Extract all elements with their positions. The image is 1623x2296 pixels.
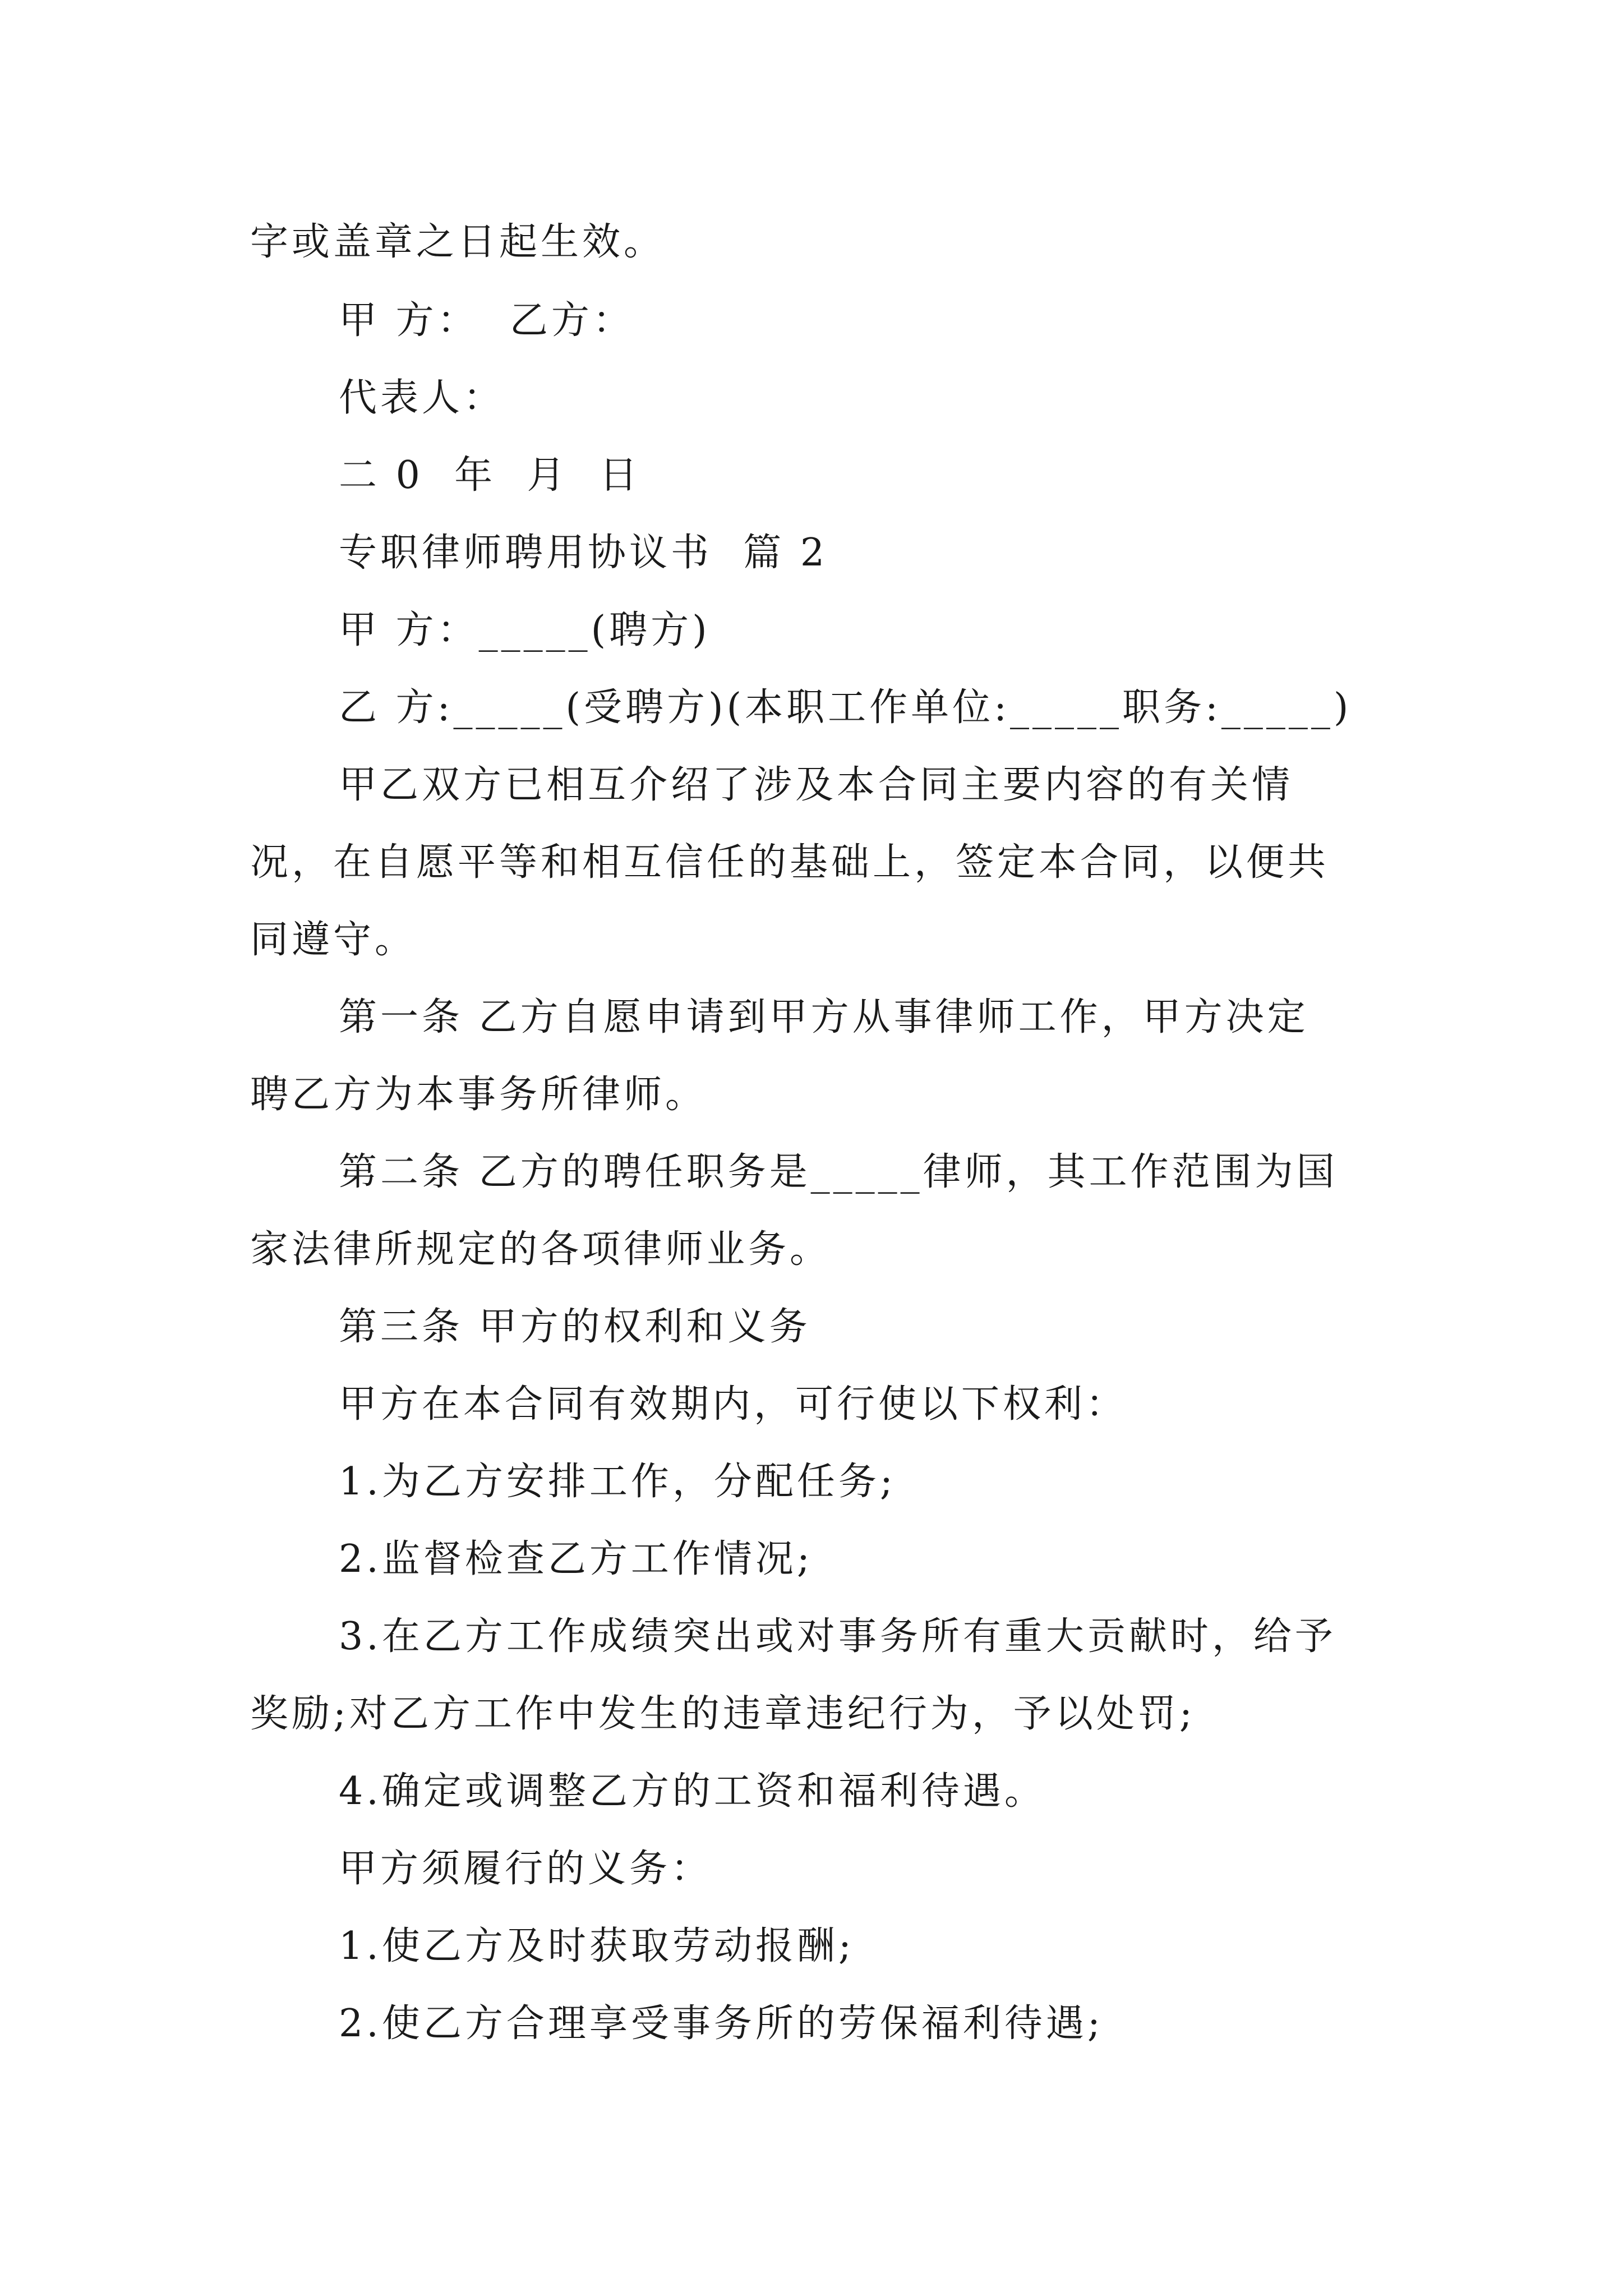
text-line: 4.确定或调整乙方的工资和福利待遇。 (339, 1769, 1046, 1814)
text-line: 甲 方： 乙方： (339, 298, 634, 343)
text-line: 甲 方：_____(聘方) (339, 608, 711, 652)
text-line: 第二条 乙方的聘任职务是_____律师，其工作范围为国 (339, 1150, 1338, 1194)
text-line: 甲乙双方已相互介绍了涉及本合同主要内容的有关情 (339, 763, 1294, 807)
section-heading: 专职律师聘用协议书 篇 2 (339, 531, 828, 575)
text-line: 第三条 甲方的权利和义务 (339, 1305, 811, 1349)
text-line: 代表人： (339, 376, 505, 420)
text-line: 甲方在本合同有效期内，可行使以下权利： (339, 1382, 1128, 1427)
text-line: 甲方须履行的义务： (339, 1847, 713, 1891)
text-line: 乙 方:_____(受聘方)(本职工作单位:_____职务:_____) (339, 685, 1352, 730)
text-line: 1.使乙方及时获取劳动报酬; (339, 1924, 855, 1968)
text-line: 1.为乙方安排工作，分配任务; (339, 1460, 896, 1504)
text-line: 第一条 乙方自愿申请到甲方从事律师工作，甲方决定 (339, 995, 1309, 1039)
text-line: 家法律所规定的各项律师业务。 (250, 1227, 832, 1272)
text-line: 2.使乙方合理享受事务所的劳保福利待遇; (339, 2001, 1104, 2046)
text-line: 况，在自愿平等和相互信任的基础上，签定本合同，以便共 (250, 840, 1330, 885)
text-line: 聘乙方为本事务所律师。 (250, 1073, 707, 1117)
text-line: 奖励;对乙方工作中发生的违章违纪行为，予以处罚; (250, 1692, 1196, 1736)
text-line: 2.监督检查乙方工作情况; (339, 1537, 813, 1581)
text-line: 同遵守。 (250, 918, 417, 962)
text-line: 字或盖章之日起生效。 (250, 220, 666, 264)
text-line: 3.在乙方工作成绩突出或对事务所有重大贡献时，给予 (339, 1614, 1336, 1659)
text-line: 二 0 年 月 日 (339, 453, 641, 498)
